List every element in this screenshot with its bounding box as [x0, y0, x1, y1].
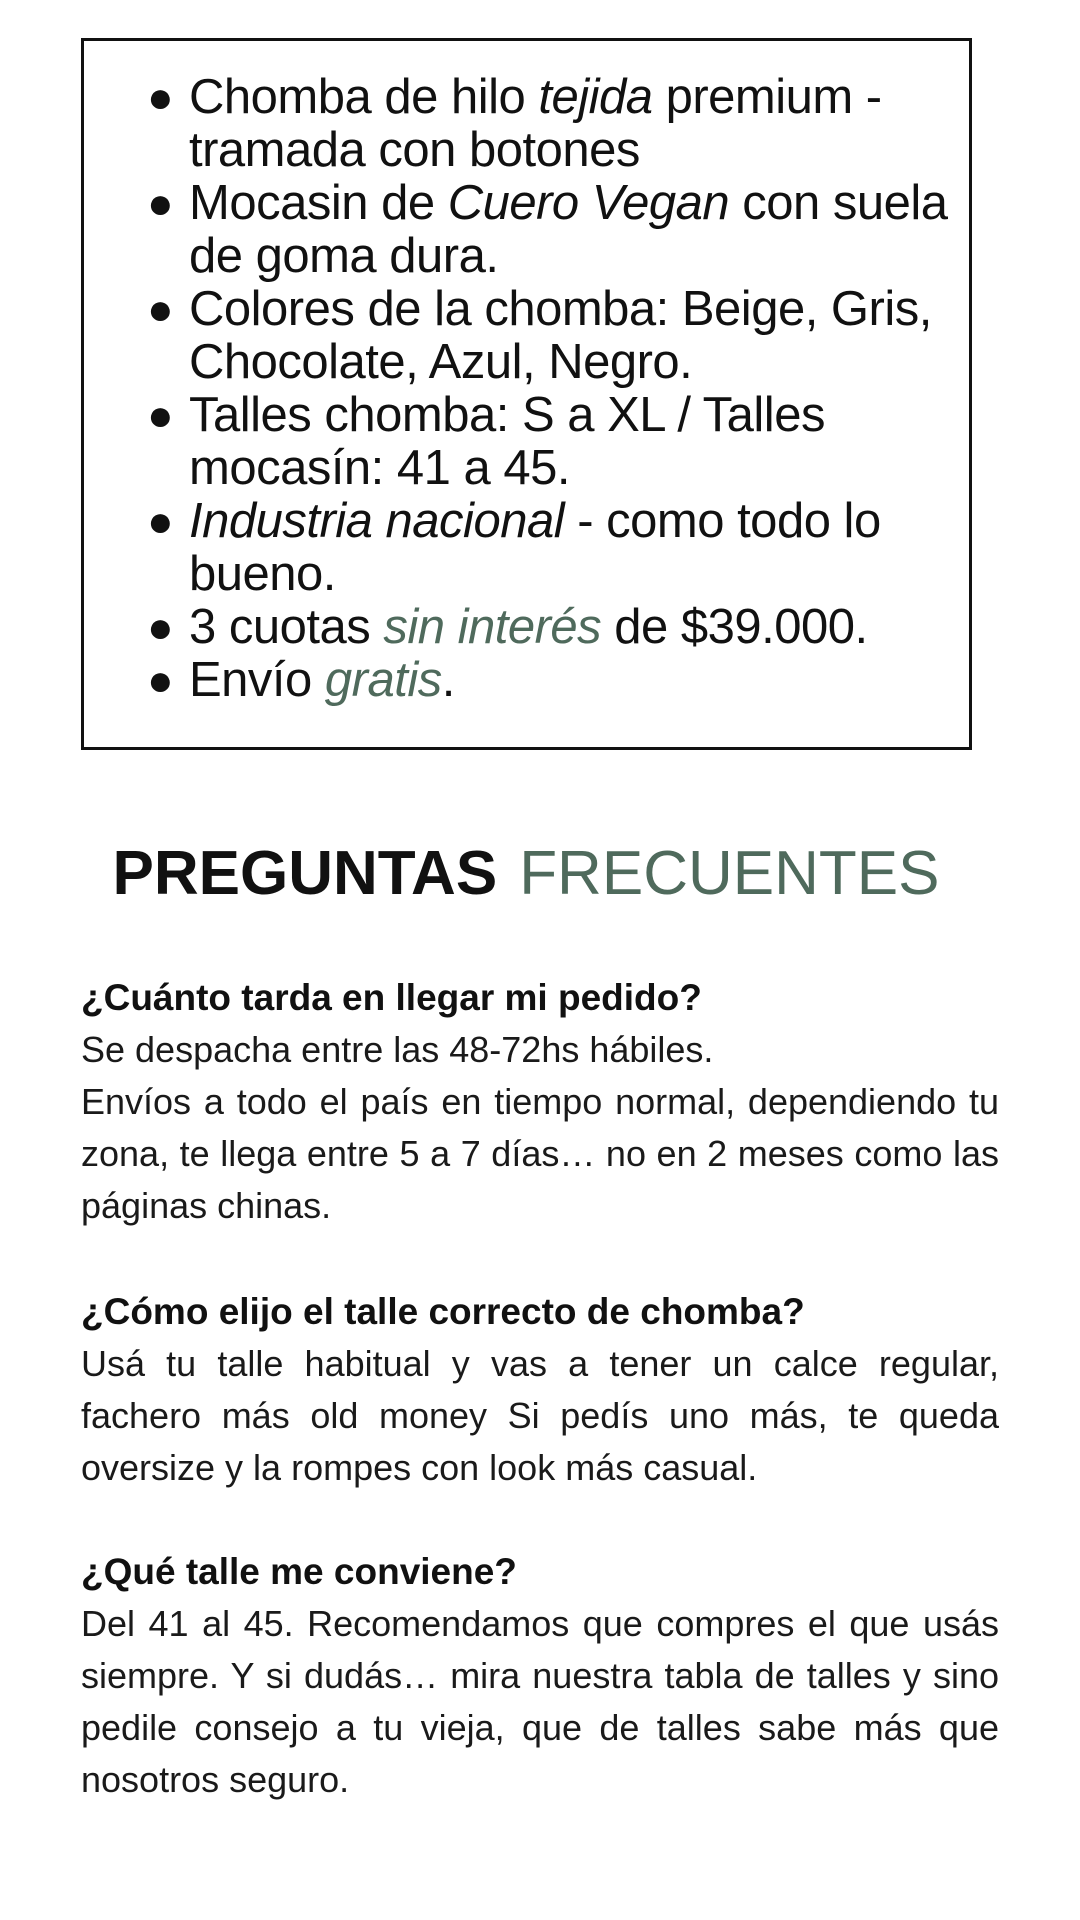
feature-item	[84, 177, 969, 283]
faq-answer-line: Se despacha entre las 48-72hs hábiles.	[81, 1029, 714, 1070]
faq-question: ¿Cómo elijo el talle correcto de chomba?	[81, 1291, 805, 1332]
faq-answer-line: Envíos a todo el país en tiempo normal, dependiendo tu zona, te llega entre 5 a 7 días… no en 2 meses como las páginas chinas.	[81, 1081, 999, 1226]
feature-text	[189, 176, 948, 283]
feature-item	[84, 654, 969, 707]
faq-item-shirt-size	[81, 1286, 999, 1494]
bullet-icon: ●	[147, 497, 174, 546]
faq-answer-line: Usá tu talle habitual y vas a tener un calce regular, fachero más old money Si pedís uno más, te queda oversize y la rompes con look más casual.	[81, 1343, 999, 1488]
feature-emphasis: Cuero Vegan	[447, 176, 730, 230]
feature-emphasis: tejida	[538, 70, 653, 124]
faq-answer	[81, 1338, 999, 1494]
faq-answer	[81, 1024, 999, 1232]
faq-item-shoe-size	[81, 1546, 999, 1806]
feature-item	[84, 283, 969, 389]
product-features-box	[81, 38, 972, 750]
feature-text-part: 3 cuotas	[189, 600, 384, 654]
feature-item	[84, 601, 969, 654]
faq-question: ¿Cuánto tarda en llegar mi pedido?	[81, 977, 702, 1018]
feature-text	[189, 388, 825, 495]
feature-accent: gratis	[324, 653, 442, 707]
feature-text-part: Colores de la chomba: Beige, Gris, Chocolate, Azul, Negro.	[189, 282, 932, 389]
faq-answer	[81, 1598, 999, 1806]
faq-heading-strong: PREGUNTAS	[112, 839, 498, 908]
faq-heading	[0, 838, 1052, 910]
feature-text	[189, 653, 455, 707]
feature-text-part: con suela de goma dura.	[189, 176, 948, 283]
faq-heading-light: FRECUENTES	[519, 839, 940, 908]
feature-text	[189, 494, 881, 601]
feature-text	[189, 600, 868, 654]
feature-item	[84, 71, 969, 177]
faq-answer-line: Del 41 al 45. Recomendamos que compres el que usás siempre. Y si dudás… mira nuestra tabla de talles y sino pedile consejo a tu vieja, que de talles sabe más que nosotros seguro.	[81, 1603, 999, 1800]
bullet-icon: ●	[147, 179, 174, 228]
feature-item	[84, 495, 969, 601]
feature-text-part: Talles chomba: S a XL / Talles mocasín: 41 a 45.	[189, 388, 825, 495]
feature-text-part: - como todo lo bueno.	[189, 494, 881, 601]
feature-text-part: premium - tramada con botones	[189, 70, 882, 177]
feature-text-part: .	[441, 653, 455, 707]
feature-emphasis: Industria nacional	[189, 494, 565, 548]
product-features-list	[84, 41, 969, 707]
bullet-icon: ●	[147, 391, 174, 440]
faq-item-delivery-time	[81, 972, 999, 1232]
bullet-icon: ●	[147, 73, 174, 122]
feature-text-part: Chomba de hilo	[189, 70, 539, 124]
feature-accent: sin interés	[383, 600, 602, 654]
feature-item	[84, 389, 969, 495]
bullet-icon: ●	[147, 656, 174, 705]
feature-text-part: Mocasin de	[189, 176, 448, 230]
feature-text-part: de $39.000.	[601, 600, 868, 654]
faq-question: ¿Qué talle me conviene?	[81, 1551, 517, 1592]
feature-text	[189, 282, 932, 389]
bullet-icon: ●	[147, 285, 174, 334]
feature-text-part: Envío	[189, 653, 325, 707]
feature-text	[189, 70, 882, 177]
bullet-icon: ●	[147, 603, 174, 652]
